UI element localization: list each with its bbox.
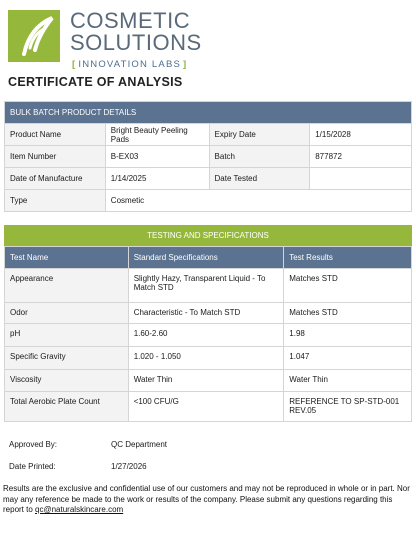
test-result: 1.98: [284, 324, 412, 347]
test-name: pH: [5, 324, 129, 347]
test-name: Odor: [5, 303, 129, 324]
test-name: Appearance: [5, 269, 129, 303]
bulk-details-header: BULK BATCH PRODUCT DETAILS: [5, 102, 412, 124]
test-result: Water Thin: [284, 370, 412, 392]
brand-logo: [8, 8, 208, 70]
row-label: Product Name: [5, 124, 106, 146]
test-result: Matches STD: [284, 269, 412, 303]
column-header: Test Name: [5, 247, 129, 269]
testing-table: [4, 246, 412, 422]
bracket-close: ]: [183, 59, 188, 70]
brand-line2: SOLUTIONS: [70, 30, 202, 55]
contact-email-link[interactable]: qc@naturalskincare.com: [35, 505, 124, 514]
leaf-logo-icon: [8, 10, 60, 62]
bulk-details-table: [4, 101, 412, 212]
table-row: [5, 370, 412, 392]
test-spec: <100 CFU/G: [128, 392, 284, 422]
test-spec: 1.60-2.60: [128, 324, 284, 347]
row-value: B-EX03: [105, 146, 209, 168]
approved-by-value: QC Department: [111, 440, 168, 449]
disclaimer: [3, 484, 415, 516]
table-row: [5, 146, 412, 168]
row-value: [310, 168, 412, 190]
table-row: [5, 190, 412, 212]
row-value: Bright Beauty Peeling Pads: [105, 124, 209, 146]
document-title: CERTIFICATE OF ANALYSIS: [8, 75, 183, 89]
brand-line1: COSMETIC: [70, 8, 191, 33]
row-label: Date of Manufacture: [5, 168, 106, 190]
column-header: Test Results: [284, 247, 412, 269]
row-value: Cosmetic: [105, 190, 411, 212]
bracket-open: [: [72, 59, 77, 70]
date-printed-value: 1/27/2026: [111, 462, 147, 471]
disclaimer-text: Results are the exclusive and confidential use of our customers and may not be reproduced in whole or in part. Nor may any reference be made to the work or results of the company. Please submit any questions regarding this report to: [3, 484, 410, 514]
test-result: 1.047: [284, 347, 412, 370]
row-label: Expiry Date: [209, 124, 310, 146]
row-label: Item Number: [5, 146, 106, 168]
brand-tagline: INNOVATION LABS: [78, 59, 182, 70]
table-header-row: [5, 247, 412, 269]
test-name: Viscosity: [5, 370, 129, 392]
brand-wordmark: [70, 10, 210, 72]
test-spec: Water Thin: [128, 370, 284, 392]
test-result: Matches STD: [284, 303, 412, 324]
table-row: [5, 124, 412, 146]
column-header: Standard Specifications: [128, 247, 284, 269]
row-value: 877872: [310, 146, 412, 168]
row-label: Type: [5, 190, 106, 212]
test-spec: 1.020 - 1.050: [128, 347, 284, 370]
test-name: Specific Gravity: [5, 347, 129, 370]
approved-by-label: Approved By:: [9, 440, 58, 449]
table-row: [5, 324, 412, 347]
test-name: Total Aerobic Plate Count: [5, 392, 129, 422]
testing-header: TESTING AND SPECIFICATIONS: [4, 225, 412, 246]
table-row: [5, 168, 412, 190]
test-result: REFERENCE TO SP-STD-001 REV.05: [284, 392, 412, 422]
row-value: 1/15/2028: [310, 124, 412, 146]
row-label: Batch: [209, 146, 310, 168]
table-row: [5, 303, 412, 324]
table-row: [5, 269, 412, 303]
table-row: [5, 392, 412, 422]
test-spec: Slightly Hazy, Transparent Liquid - To Match STD: [128, 269, 284, 303]
date-printed-label: Date Printed:: [9, 462, 56, 471]
brand-tagline-wrap: [70, 59, 189, 70]
table-row: [5, 347, 412, 370]
row-value: 1/14/2025: [105, 168, 209, 190]
test-spec: Characteristic - To Match STD: [128, 303, 284, 324]
row-label: Date Tested: [209, 168, 310, 190]
